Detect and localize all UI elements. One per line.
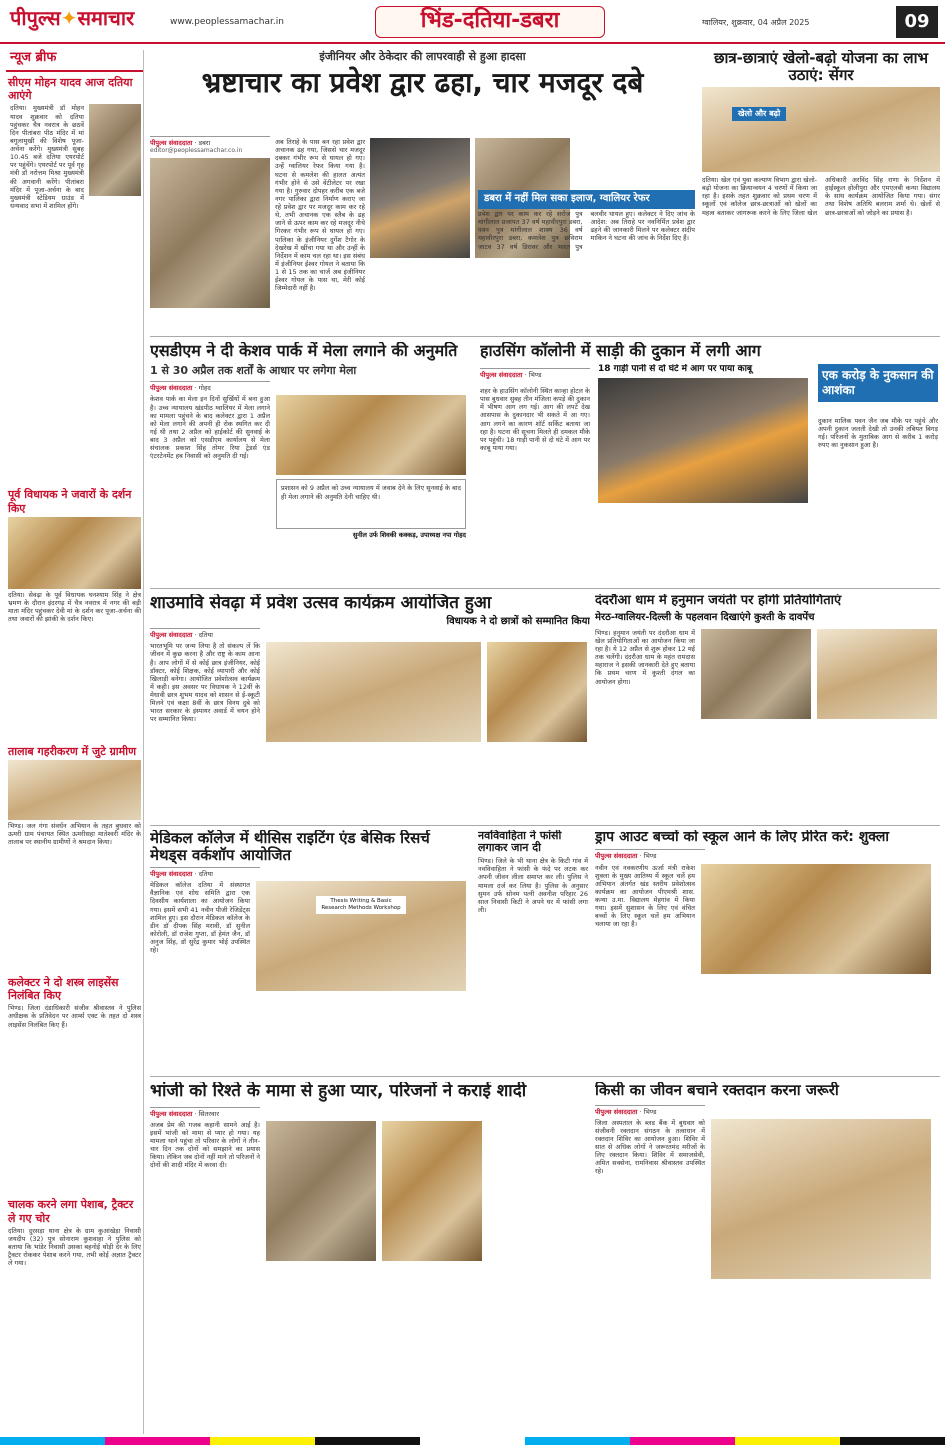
rakt-story: किसी का जीवन बचाने रक्तदान करना जरूरी पीपुल्स संवाददाता · भिण्ड जिला अस्पताल के ब्लड बैंक में बुधवार को संजीवनी रक्तदान संगठन के तत्वाधान में रक्तदान शिविर का आयोजन हुआ। शिविर में सात से अधिक लोगों ने जरूरतमंद मरीजों के लिए रक्तदान किया। शिविर में समाजसेवी, अमित सक्सेना, रामनिवास श्रीवास्तव उपस्थित रहे। bbox=[595, 1082, 940, 1432]
dropout-photo bbox=[701, 864, 931, 974]
dateline: ग्वालियर, शुक्रवार, 04 अप्रैल 2025 bbox=[702, 18, 810, 27]
school-photo bbox=[266, 642, 481, 742]
rakt-photo bbox=[711, 1119, 931, 1279]
brief-item bbox=[6, 976, 143, 1194]
brief-headline: तालाब गहरीकरण में जुटे ग्रामीण bbox=[8, 744, 137, 758]
aag-subhead: 18 गाड़ी पानी से दो घंटे में आग पर पाया काबू bbox=[598, 364, 753, 374]
shadi-body: अजब प्रेम की गजब कहानी सामने आई है। इसमें भांजी को मामा से प्यार हो गया। यह मामला थाने पहुंचा तो परिवार के लोगों ने तीन-चार दिन तक दोनों को समझाने का प्रयास किया। लेकिन जब दोनों नहीं माने तो परिजनों ने दोनों की शादी मंदिर में करवा दी। bbox=[150, 1120, 260, 1170]
brief-headline: सीएम मोहन यादव आज दतिया आएंगे bbox=[8, 76, 133, 103]
byline-city: गोहद bbox=[198, 384, 211, 393]
brief-text: भिण्ड। जल गंगा संवर्धन अभियान के तहत बुधवार को ऊमरी ग्राम पंचायत स्थित ऊमरीसहा मातेश्वरी मंदिर के तालाब पर स्थानीय ग्रामीणों ने श्रमदान किया। bbox=[8, 821, 141, 847]
mela-headline: एसडीएम ने दी केशव पार्क में मेला लगाने की अनुमति bbox=[150, 342, 458, 360]
byline-desk: पीपुल्स संवाददाता bbox=[595, 852, 638, 861]
newspaper-logo[interactable] bbox=[10, 6, 134, 31]
page-number: 09 bbox=[896, 6, 938, 38]
brief-text: दतिया। सेवढ़ा के पूर्व विधायक घनश्याम सिंह ने क्षेत्र भ्रमण के दौरान इंदरगढ़ में चैत्र नवरात्र में नगर की बड़ी माता मंदिर पहुंचकर देवी मां के दर्शन कर पूजा-अर्चना की तथा जवारों की झांकी के दर्शन किए। bbox=[8, 590, 141, 624]
lead-sidebar-text: प्रवेश द्वार पर काम कर रहे सरोज पुत्र मांगीलाल प्रजापत 37 वर्ष महावीरपुरा डबरा, पवन पुत्र मांगीलाल शाक्य 36 वर्ष महावीरपुरा डबरा, कमलेश पुत्र छविराम जाटव 37 वर्ष डिरावर और भारत पुत्र बलवीर घायल हुए। कलेक्टर ने दिए जांच के आदेश: अब तिराहे पर नवनिर्मित प्रवेश द्वार ढहने की जानकारी मिलने पर कलेक्टर संदीप माकिन ने घटना की जांच के निर्देश दिए हैं। bbox=[478, 210, 695, 251]
dahej-story bbox=[478, 830, 588, 1070]
shadi-story: भांजी को रिश्ते के मामा से हुआ प्यार, परिजनों ने कराई शादी पीपुल्स संवाददाता · सितरवार अजब प्रेम की गजब कहानी सामने आई है। इसमें भांजी को मामा से प्यार हो गया। यह मामला थाने पहुंचा तो परिवार के लोगों ने तीन-चार दिन तक दोनों को समझाने का प्रयास किया। लेकिन जब दोनों नहीं माने तो परिजनों ने दोनों की शादी मंदिर में करवा दी। bbox=[150, 1082, 590, 1432]
medical-headline: मेडिकल कॉलेज में थीसिस राइटिंग एंड बेसिक रिसर्च मेथड्स वर्कशॉप आयोजित bbox=[150, 830, 430, 864]
byline-desk: पीपुल्स संवाददाता bbox=[150, 139, 193, 147]
byline-desk: पीपुल्स संवाददाता bbox=[150, 631, 193, 640]
shadi-headline: भांजी को रिश्ते के मामा से हुआ प्यार, परिजनों ने कराई शादी bbox=[150, 1082, 527, 1101]
aag-box-title: एक करोड़ के नुकसान की आशंका bbox=[818, 364, 938, 402]
mela-quote: प्रशासन को 9 अप्रैल को उच्च न्यायालय में जवाब देने के लिए सुनवाई के बाद ही मेला लगाने की अनुमति देनी चाहिए थी। bbox=[276, 479, 466, 529]
masthead bbox=[0, 0, 945, 44]
kushti-subhead: मेरठ-ग्वालियर-दिल्ली के पहलवान दिखाएंगे कुश्ती के दावपेंच bbox=[595, 612, 815, 624]
edition-title: भिंड-दतिया-डबरा bbox=[375, 6, 605, 38]
aag-fire-photo bbox=[598, 378, 808, 503]
shadi-photo bbox=[266, 1121, 376, 1261]
medical-photo bbox=[256, 881, 466, 991]
school-photo-2 bbox=[487, 642, 587, 742]
dahej-headline: नवविवाहिता ने फांसी लगाकर जान दी bbox=[478, 830, 562, 855]
brief-item bbox=[6, 745, 143, 972]
kushti-story bbox=[595, 594, 940, 819]
color-registration-bar bbox=[0, 1437, 945, 1445]
byline-city: भिण्ड bbox=[528, 370, 542, 379]
brief-photo bbox=[8, 517, 141, 589]
brief-headline: पूर्व विधायक ने जवारों के दर्शन किए bbox=[8, 488, 132, 515]
brief-text: भिण्ड। जिला दंडाधिकारी संजीव श्रीवास्तव ने पुलिस अधीक्षक के प्रतिवेदन पर आर्म्स एक्ट के तहत दो शस्त्र लाइसेंस निलंबित किए हैं। bbox=[8, 1004, 141, 1029]
medical-banner: Thesis Writing & Basic Research Methods Workshop bbox=[316, 896, 406, 914]
lead-byline: पीपुल्स संवाददाता · डबरा editor@peoplessamachar.co.in bbox=[150, 136, 270, 155]
lead-photo-site bbox=[370, 138, 470, 258]
dropout-body: नवीन एवं नवकरणीय ऊर्जा मंत्री राकेश शुक्ला के मुख्य आतिथ्य में स्कूल चलें हम अभियान अंतर्गत खंड स्तरीय प्रवेशोत्सव कार्यक्रम का आयोजन पीएमश्री शास. कन्या उ.मा. विद्यालय मेहगांव में किया गया। इसमें सुशासन के लिए एवं वंचित बच्चों के लिए स्कूल चलें हम अभियान चलाया जा रहा है। bbox=[595, 863, 695, 929]
khel-headline: छात्र-छात्राएं खेलो-बढ़ो योजना का लाभ उठाएं: सेंगर bbox=[713, 50, 929, 84]
site-url[interactable]: www.peoplessamachar.in bbox=[170, 17, 284, 27]
mela-photo bbox=[276, 395, 466, 475]
khel-story bbox=[702, 50, 940, 330]
byline-city: दतिया bbox=[198, 870, 213, 878]
medical-story: मेडिकल कॉलेज में थीसिस राइटिंग एंड बेसिक रिसर्च मेथड्स वर्कशॉप आयोजित पीपुल्स संवाददाता · दतिया मेडिकल कॉलेज दतिया में संस्थागत वैज्ञानिक एवं शोध समिति द्वारा एक दिवसीय कार्यशाला का आयोजन किया गया। इसमें सभी 41 नवीन पीजी रेजिडेंट्स शामिल हुए। इस दौरान मेडिकल कॉलेज के डीन डॉ दीपक सिंह मरावी, डॉ सुनील कोरोली, डॉ राजेश गुप्ता, डॉ हेमंत जैन, डॉ अनुज सिंह, डॉ सुरेंद्र कुमार भोई उपस्थित रहे। Thesis Writing & Basic Research Methods Workshop bbox=[150, 830, 470, 1070]
rakt-headline: किसी का जीवन बचाने रक्तदान करना जरूरी bbox=[595, 1082, 839, 1099]
aag-body: शहर के हाउसिंग कॉलोनी स्थित कान्हा होटल के पास बुधवार सुबह तीन मंजिला कपड़े की दुकान में भीषण आग लग गई। आग की लपटें देख आसपास के दुकानदार भी सकते में आ गए। आग लगने का कारण शॉर्ट सर्किट बताया जा रहा है। घटना की सूचना मिलते ही दमकल मौके पर पहुंची। 18 गाड़ी पानी से दो घंटे में आग पर काबू पाया गया। bbox=[480, 387, 590, 452]
cm-photo bbox=[89, 104, 141, 196]
shadi-photo-2 bbox=[382, 1121, 482, 1261]
byline-city: भिण्ड bbox=[643, 852, 657, 861]
khel-banner: खेलो और बढ़ो bbox=[732, 107, 786, 121]
kushti-photo bbox=[701, 629, 811, 719]
byline-city: दतिया bbox=[198, 631, 213, 640]
brief-text: दतिया। मुख्यमंत्री डॉ मोहन यादव शुक्रवार को दतिया पहुंचकर चैत्र नवरात्र के छठवें दिन पीतांबरा पीठ मंदिर में मां बगुलामुखी की विशेष पूजा-अर्चना करेंगे। मुख्यमंत्री सुबह 10.45 बजे दतिया एयरपोर्ट पर पहुंचेंगे। एयरपोर्ट पर पूर्व गृह मंत्री डॉ नरोत्तम मिश्रा मुख्यमंत्री की अगवानी करेंगे। पीतांबरा मंदिर में पूजा-अर्चना के बाद मुख्यमंत्री स्टेडियम ग्राउंड में धन्यवाद सभा में शामिल होंगे। bbox=[10, 104, 84, 210]
rakt-body: जिला अस्पताल के ब्लड बैंक में बुधवार को संजीवनी रक्तदान संगठन के तत्वाधान में रक्तदान शिविर का आयोजन हुआ। शिविर में सात से अधिक लोगों ने जरूरतमंद मरीजों के लिए रक्तदान किया। शिविर में समाजसेवी, अमित सक्सेना, रामनिवास श्रीवास्तव उपस्थित रहे। bbox=[595, 1118, 705, 1176]
khel-body: दतिया। खेल एवं युवा कल्याण विभाग द्वारा खेलो-बढ़ो योजना का क्रियान्वयन 4 चरणों में किया जा रहा है। इसके तहत शुक्रवार को प्रथम चरण में स्कूलों एवं कॉलेज छात्र-छात्राओं को खेलों का महत्व बताकर जागरूक करने के लिए जिला खेल अधिकारी अरविंद सिंह राणा के निर्देशन में हाईस्कूल होलीपुरा और एमएलबी कन्या विद्यालय के साथ कार्यक्रम आयोजित किया गया। संगर तथा विशेष अतिथि बलराम शर्मा थे। खेलों से छात्र-छात्राओं को जोड़ने का प्रयास है। bbox=[702, 176, 940, 217]
byline-desk: पीपुल्स संवाददाता bbox=[150, 384, 193, 393]
mela-quote-by: सुनील उर्फ शिवकी कक्कड़, उपाध्यक्ष नपा गोहद bbox=[352, 531, 466, 540]
aag-story: हाउसिंग कॉलोनी में साड़ी की दुकान में लगी आग पीपुल्स संवाददाता · भिण्ड शहर के हाउसिंग कॉलोनी स्थित कान्हा होटल के पास बुधवार सुबह तीन मंजिला कपड़े की दुकान में भीषण आग लग गई। आग की लपटें देख आसपास के दुकानदार भी सकते में आ गए। आग लगने का कारण शॉर्ट सर्किट बताया जा रहा है। घटना की सूचना मिलते ही दमकल मौके पर पहुंची। 18 गाड़ी पानी से दो घंटे में आग पर काबू पाया गया। 18 गाड़ी पानी से दो घंटे में आग पर पाया काबू एक करोड़ के नुकसान की आशंका दुकान मालिक पवन जैन जब मौके पर पहुंचे और अपनी दुकान जलती देखी तो उनकी तबियत बिगड़ गई। परिजनों के मुताबिक आग से करीब 1 करोड़ रुपए का नुकसान हुआ है। bbox=[480, 342, 940, 582]
byline-city: डबरा bbox=[198, 139, 211, 147]
byline-city: सितरवार bbox=[198, 1109, 220, 1118]
brief-headline: कलेक्टर ने दो शस्त्र लाइसेंस निलंबित किए bbox=[8, 975, 119, 1003]
lead-photo-small bbox=[150, 158, 270, 308]
byline-email[interactable]: editor@peoplessamachar.co.in bbox=[150, 147, 243, 155]
khel-photo bbox=[702, 87, 940, 172]
dahej-body: भिण्ड। जिले के भी थाना क्षेत्र के किटी गांव में नवविवाहिता ने फांसी के फंदे पर लटक कर अपनी जीवन लीला समाप्त कर ली। पुलिस ने मामला दर्ज कर लिया है। पुलिस के अनुसार सुमन उर्फ सोनम पत्नी अवनीश परिहार 26 साल निवासी किटी ने अपने घर में फांसी लगा ली। bbox=[478, 857, 588, 914]
brief-item bbox=[6, 1198, 143, 1406]
news-brief-sidebar bbox=[6, 50, 144, 1434]
school-story: शाउमावि सेवढ़ा में प्रवेश उत्सव कार्यक्रम आयोजित हुआ विधायक ने दो छात्रों को सम्मानित किया पीपुल्स संवाददाता · दतिया भारतभूमि पर जन्म लिया है तो संकल्प लें कि जीवन में कुछ करना है और राष्ट्र के काम आना है। आप लोगों में से कोई छात्र इंजीनियर, कोई डॉक्टर, कोई शिक्षक, कोई व्यापारी और कोई खिलाड़ी बनेगा। आयोजित प्रवेशोत्सव कार्यक्रम में कही। इस अवसर पर विधायक ने 12वीं के मेधावी छात्र शुभम यादव को शासन से ई-स्कूटी मिलने एवं कक्षा 8वीं के छात्र विनय दुबे को भारत सरकार के इंस्पायर अवार्ड में चयन होने पर सम्मानित किया। bbox=[150, 594, 590, 819]
byline-desk: पीपुल्स संवाददाता bbox=[480, 370, 523, 379]
byline-desk: पीपुल्स संवाददाता bbox=[595, 1107, 638, 1116]
logo-separator-icon: ✦ bbox=[60, 6, 78, 30]
aag-box-text: दुकान मालिक पवन जैन जब मौके पर पहुंचे और अपनी दुकान जलती देखी तो उनकी तबियत बिगड़ गई। परिजनों के मुताबिक आग से करीब 1 करोड़ रुपए का नुकसान हुआ है। bbox=[818, 417, 938, 450]
brief-text: दतिया। दुरसड़ा थाना क्षेत्र के ग्राम कुआंखेड़ा निवासी जयदीप (32) पुत्र सोनाराम कुशवाहा ने पुलिस को बताया कि भांडेर निवासी उसका बहनोई थोड़ी देर के लिए ट्रैक्टर रोककर पेशाब करने गया, तभी कोई अज्ञात ट्रैक्टर ले गया। bbox=[8, 1226, 141, 1268]
kushti-headline: दंदरौआ धाम में हनुमान जयंती पर होंगी प्रतियोगिताएं bbox=[595, 594, 842, 608]
lead-sidebar-head: डबरा में नहीं मिल सका इलाज, ग्वालियर रेफर bbox=[478, 190, 695, 209]
news-brief-title: न्यूज ब्रीफ bbox=[6, 50, 143, 72]
dropout-story: ड्राप आउट बच्चों को स्कूल आने के लिए प्रेरित करें: शुक्ला पीपुल्स संवाददाता · भिण्ड नवीन एवं नवकरणीय ऊर्जा मंत्री राकेश शुक्ला के मुख्य आतिथ्य में स्कूल चलें हम अभियान अंतर्गत खंड स्तरीय प्रवेशोत्सव कार्यक्रम का आयोजन पीएमश्री शास. कन्या उ.मा. विद्यालय मेहगांव में किया गया। इसमें सुशासन के लिए एवं वंचित बच्चों के लिए स्कूल चलें हम अभियान चलाया जा रहा है। bbox=[595, 830, 940, 1070]
school-headline: शाउमावि सेवढ़ा में प्रवेश उत्सव कार्यक्रम आयोजित हुआ bbox=[150, 594, 492, 613]
logo-right: समाचार bbox=[77, 6, 135, 30]
mela-story: एसडीएम ने दी केशव पार्क में मेला लगाने की अनुमति 1 से 30 अप्रैल तक शर्तों के आधार पर लगेगा मेला पीपुल्स संवाददाता · गोहद केशव पार्क का मेला इन दिनों सुर्खियों में बना हुआ है। उच्च न्यायालय खंडपीठ ग्वालियर में मेला लगाने का मामला पहुंचने के बाद कलेक्टर द्वारा 1 अप्रैल को मेला लगाने की अपनी ही रोक स्थगित कर दी गई थी तथा 2 अप्रैल को हाईकोर्ट की सुनवाई के बाद 3 अप्रैल को एसडीएम कार्यालय से मेला संचालक प्रकाश सिंह तोमर रिया ट्रेडर्स एंड एंटरटेनमेंट हब निवासी को अनुमति दी गई। प्रशासन को 9 अप्रैल को उच्च न्यायालय में जवाब देने के लिए सुनवाई के बाद ही मेला लगाने की अनुमति देनी चाहिए थी। सुनील उर्फ शिवकी कक्कड़, उपाध्यक्ष नपा गोहद bbox=[150, 342, 470, 582]
kushti-photo-2 bbox=[817, 629, 937, 719]
byline-desk: पीपुल्स संवाददाता bbox=[150, 870, 193, 878]
brief-headline: चालक करने लगा पेशाब, ट्रैक्टर ले गए चोर bbox=[8, 1198, 134, 1225]
brief-item bbox=[6, 488, 143, 740]
school-subhead: विधायक ने दो छात्रों को सम्मानित किया bbox=[446, 615, 590, 627]
kushti-body: भिण्ड। हनुमान जयंती पर दंदरौआ धाम में खेल प्रतियोगिताओं का आयोजन किया जा रहा है। ये 12 अप्रैल से शुरू होकर 12 मई तक चलेंगी। दंदरौआ धाम के महंत रामदास महाराज ने इसकी जानकारी देते हुए बताया कि प्रथम चरण में कुश्ती दंगल का आयोजन होगा। bbox=[595, 628, 695, 686]
logo-left: पीपुल्स bbox=[10, 6, 61, 30]
mela-subhead: 1 से 30 अप्रैल तक शर्तों के आधार पर लगेगा मेला bbox=[150, 363, 357, 377]
brief-photo bbox=[8, 760, 141, 820]
dropout-headline: ड्राप आउट बच्चों को स्कूल आने के लिए प्रेरित करें: शुक्ला bbox=[595, 830, 890, 845]
brief-item bbox=[6, 76, 143, 484]
byline-city: भिण्ड bbox=[643, 1107, 657, 1116]
mela-body: केशव पार्क का मेला इन दिनों सुर्खियों में बना हुआ है। उच्च न्यायालय खंडपीठ ग्वालियर में मेला लगाने का मामला पहुंचने के बाद कलेक्टर द्वारा 1 अप्रैल को मेला लगाने की अपनी ही रोक स्थगित कर दी गई थी तथा 2 अप्रैल को हाईकोर्ट की सुनवाई के बाद 3 अप्रैल को एसडीएम कार्यालय से मेला संचालक प्रकाश सिंह तोमर रिया ट्रेडर्स एंड एंटरटेनमेंट हब निवासी को अनुमति दी गई। bbox=[150, 395, 270, 461]
lead-body: अब तिराहे के पास बन रहा प्रवेश द्वार अचानक ढह गया, जिससे चार मजदूर दबकर गंभीर रूप से घायल हो गए। उन्हें ग्वालियर रेफर किया गया है। घटना से कमलेश की हालत अत्यंत गंभीर होने से उसे वेंटीलेटर पर रखा गया है। गुरुवार दोपहर करीब एक बजे नगर पालिका द्वारा निर्माण कराए जा रहे प्रवेश द्वार पर मजदूर काम कर रहे थे, तभी अचानक एक स्लैब के ढह जाने से ऊपर काम कर रहे मजदूर नीचे गिरकर गंभीर रूप से घायल हो गए। पालिका के इंजीनियर दुर्गेश टैगोर के देखरेख में खींचा गया था और उन्हीं के निर्देशन में काम चल रहा था। इस संबंध में इंजीनियर ईश्वर गोयल ने बताया कि 1 से 15 तक का चार्ज अब इंजीनियर ईश्वर गोयल के पास था, मेरी कोई जिम्मेदारी नहीं है। bbox=[275, 138, 365, 293]
medical-body: मेडिकल कॉलेज दतिया में संस्थागत वैज्ञानिक एवं शोध समिति द्वारा एक दिवसीय कार्यशाला का आयोजन किया गया। इसमें सभी 41 नवीन पीजी रेजिडेंट्स शामिल हुए। इस दौरान मेडिकल कॉलेज के डीन डॉ दीपक सिंह मरावी, डॉ सुनील कोरोली, डॉ राजेश गुप्ता, डॉ हेमंत जैन, डॉ अनुज सिंह, डॉ सुरेंद्र कुमार भोई उपस्थित रहे। bbox=[150, 881, 250, 955]
byline-desk: पीपुल्स संवाददाता bbox=[150, 1109, 193, 1118]
lead-headline: भ्रष्टाचार का प्रवेश द्वार ढहा, चार मजदूर दबे bbox=[201, 65, 644, 99]
aag-headline: हाउसिंग कॉलोनी में साड़ी की दुकान में लगी आग bbox=[480, 342, 761, 360]
lead-story bbox=[150, 50, 695, 330]
lead-kicker: इंजीनियर और ठेकेदार की लापरवाही से हुआ हादसा bbox=[319, 50, 526, 63]
school-body: भारतभूमि पर जन्म लिया है तो संकल्प लें कि जीवन में कुछ करना है और राष्ट्र के काम आना है। आप लोगों में से कोई छात्र इंजीनियर, कोई डॉक्टर, कोई शिक्षक, कोई व्यापारी और कोई खिलाड़ी बनेगा। आयोजित प्रवेशोत्सव कार्यक्रम में कही। इस अवसर पर विधायक ने 12वीं के मेधावी छात्र शुभम यादव को शासन से ई-स्कूटी मिलने एवं कक्षा 8वीं के छात्र विनय दुबे को भारत सरकार के इंस्पायर अवार्ड में चयन होने पर सम्मानित किया। bbox=[150, 642, 260, 724]
